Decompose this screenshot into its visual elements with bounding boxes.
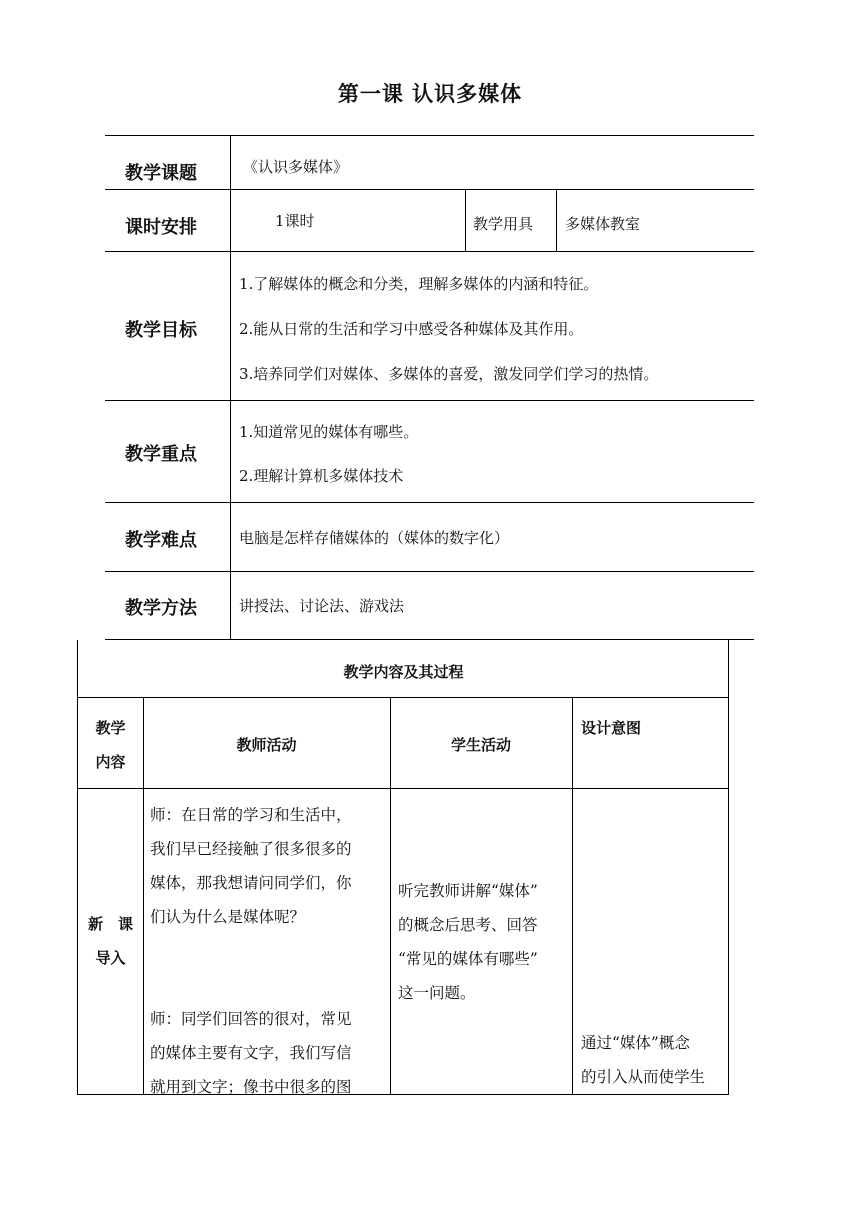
goal-item: 3.培养同学们对媒体、多媒体的喜爱，激发同学们学习的热情。 [239,365,659,383]
row-label-line1: 新 课 [87,915,133,933]
schedule-value: 1课时 [275,212,315,230]
student-line: 听完教师讲解“媒体” [398,882,538,900]
col-content-line1: 教学 [95,719,126,737]
teacher-activity [150,798,386,1104]
student-activity [398,874,570,1010]
teacher-line: 媒体，那我想请问同学们，你 [150,874,352,892]
teacher-line: 就用到文字；像书中很多的图 [150,1078,352,1096]
key-point-item: 1.知道常见的媒体有哪些。 [239,423,419,441]
teacher-line: 们认为什么是媒体呢？ [150,908,306,926]
row-label-line2: 导入 [95,949,126,967]
design-intent [581,1026,727,1094]
teacher-line: 的媒体主要有文字，我们写信 [150,1044,352,1062]
col-intent: 设计意图 [581,719,642,737]
process-table [77,640,729,1095]
col-teacher: 教师活动 [236,736,297,754]
process-header: 教学内容及其过程 [343,663,464,681]
lesson-info-table [105,135,754,640]
teacher-line: 师：在日常的学习和生活中， [150,806,352,824]
intent-line: 的引入从而使学生 [581,1068,706,1086]
key-point-item: 2.理解计算机多媒体技术 [239,467,404,485]
student-line: 这一问题。 [398,984,476,1002]
col-content-line2: 内容 [95,753,126,771]
key-points-label: 教学重点 [125,444,197,465]
difficulty-value: 电脑是怎样存储媒体的（媒体的数字化） [239,529,510,547]
intent-line: 通过“媒体”概念 [581,1034,690,1052]
tools-value: 多媒体教室 [565,215,641,233]
page-title: 第一课 认识多媒体 [337,82,523,106]
tools-label: 教学用具 [473,215,534,233]
topic-label: 教学课题 [125,163,197,184]
teacher-line: 师：同学们回答的很对，常见 [150,1010,352,1028]
difficulty-label: 教学难点 [125,530,197,551]
col-student: 学生活动 [450,736,511,754]
method-value: 讲授法、讨论法、游戏法 [239,597,405,615]
goal-item: 1.了解媒体的概念和分类，理解多媒体的内涵和特征。 [239,275,599,293]
goal-item: 2.能从日常的生活和学习中感受各种媒体及其作用。 [239,320,584,338]
method-label: 教学方法 [125,598,197,619]
schedule-label: 课时安排 [125,217,197,238]
goals-label: 教学目标 [125,320,197,341]
student-line: “常见的媒体有哪些” [398,950,538,968]
student-line: 的概念后思考、回答 [398,916,538,934]
topic-value: 《认识多媒体》 [243,158,349,176]
teacher-line: 我们早已经接触了很多很多的 [150,840,352,858]
